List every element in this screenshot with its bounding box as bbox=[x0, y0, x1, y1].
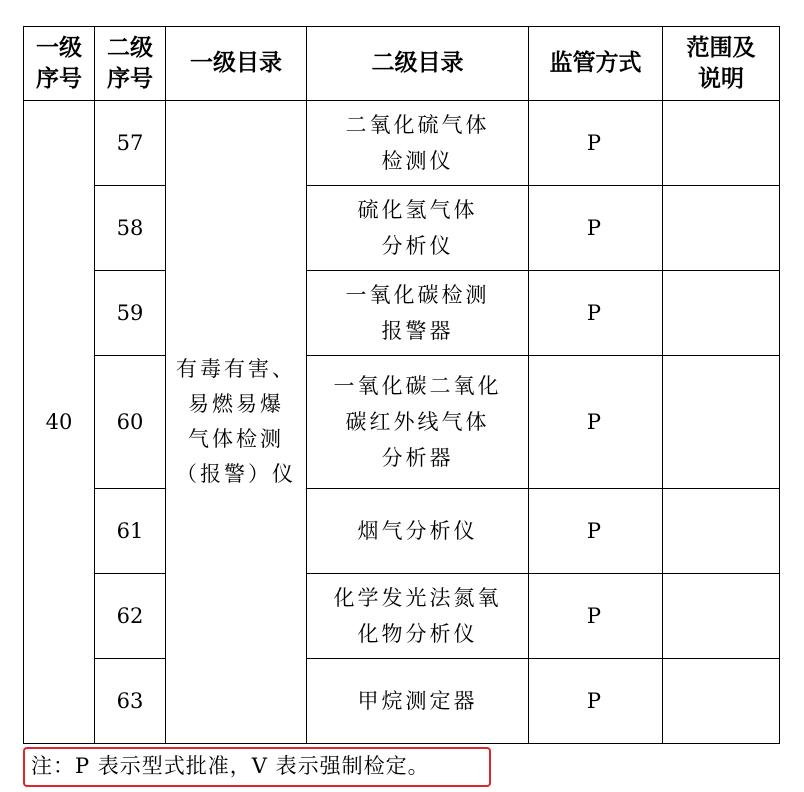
row-no: 57 bbox=[95, 101, 166, 186]
row-name-line: 烟气分析仪 bbox=[357, 519, 478, 543]
row-method: P bbox=[529, 356, 663, 489]
header-scope-line2: 说明 bbox=[698, 65, 744, 92]
row-name-line: 一氧化碳二氧化 bbox=[333, 374, 502, 398]
footnote: 注：P 表示型式批准，V 表示强制检定。 bbox=[23, 747, 491, 787]
header-row bbox=[24, 27, 780, 101]
level1-catalog-line: 易燃易爆 bbox=[188, 392, 284, 416]
row-scope bbox=[663, 186, 780, 271]
header-level1-no-line2: 序号 bbox=[36, 65, 82, 92]
header-level1-no bbox=[24, 27, 95, 101]
row-name bbox=[307, 186, 529, 271]
row-method: P bbox=[529, 271, 663, 356]
row-name-line: 一氧化碳检测 bbox=[345, 283, 490, 307]
row-name-line: 甲烷测定器 bbox=[357, 689, 478, 713]
row-name-line: 化物分析仪 bbox=[357, 622, 478, 646]
row-name-line: 碳红外线气体 bbox=[345, 410, 490, 434]
row-name-line: 化学发光法氮氧 bbox=[333, 586, 502, 610]
row-scope bbox=[663, 356, 780, 489]
header-scope-line1: 范围及 bbox=[686, 34, 756, 61]
level1-catalog-line: 气体检测 bbox=[188, 427, 284, 451]
catalog-table bbox=[23, 26, 780, 744]
table-row bbox=[24, 489, 780, 574]
row-name-line: 硫化氢气体 bbox=[357, 198, 478, 222]
row-name-line: 报警器 bbox=[381, 319, 454, 343]
header-scope bbox=[663, 27, 780, 101]
header-level2-no-line1: 二级 bbox=[107, 34, 153, 61]
table-row bbox=[24, 659, 780, 744]
level1-no-cell: 40 bbox=[24, 101, 95, 744]
row-name bbox=[307, 271, 529, 356]
level1-catalog-line: 有毒有害、 bbox=[176, 357, 296, 381]
row-name-line: 分析仪 bbox=[381, 234, 454, 258]
row-method: P bbox=[529, 186, 663, 271]
header-level2-no-line2: 序号 bbox=[107, 65, 153, 92]
row-method: P bbox=[529, 101, 663, 186]
row-scope bbox=[663, 271, 780, 356]
row-method: P bbox=[529, 574, 663, 659]
row-name bbox=[307, 574, 529, 659]
row-name bbox=[307, 489, 529, 574]
table-row bbox=[24, 101, 780, 186]
level1-catalog-cell bbox=[166, 101, 307, 744]
header-level1-catalog: 一级目录 bbox=[166, 27, 307, 101]
row-name bbox=[307, 659, 529, 744]
row-scope bbox=[663, 101, 780, 186]
row-name-line: 检测仪 bbox=[381, 149, 454, 173]
row-method: P bbox=[529, 659, 663, 744]
table-row bbox=[24, 356, 780, 489]
row-scope bbox=[663, 659, 780, 744]
row-no: 58 bbox=[95, 186, 166, 271]
row-scope bbox=[663, 574, 780, 659]
row-no: 61 bbox=[95, 489, 166, 574]
row-name-line: 分析器 bbox=[381, 446, 454, 470]
row-name bbox=[307, 356, 529, 489]
row-method: P bbox=[529, 489, 663, 574]
row-no: 59 bbox=[95, 271, 166, 356]
row-no: 60 bbox=[95, 356, 166, 489]
row-no: 62 bbox=[95, 574, 166, 659]
header-level1-no-line1: 一级 bbox=[36, 34, 82, 61]
row-no: 63 bbox=[95, 659, 166, 744]
table-row bbox=[24, 271, 780, 356]
row-name bbox=[307, 101, 529, 186]
level1-catalog-line: （报警）仪 bbox=[176, 462, 296, 486]
row-scope bbox=[663, 489, 780, 574]
header-level2-no bbox=[95, 27, 166, 101]
header-supervision: 监管方式 bbox=[529, 27, 663, 101]
row-name-line: 二氧化硫气体 bbox=[345, 113, 490, 137]
header-level2-catalog: 二级目录 bbox=[307, 27, 529, 101]
table-row bbox=[24, 186, 780, 271]
table-row bbox=[24, 574, 780, 659]
